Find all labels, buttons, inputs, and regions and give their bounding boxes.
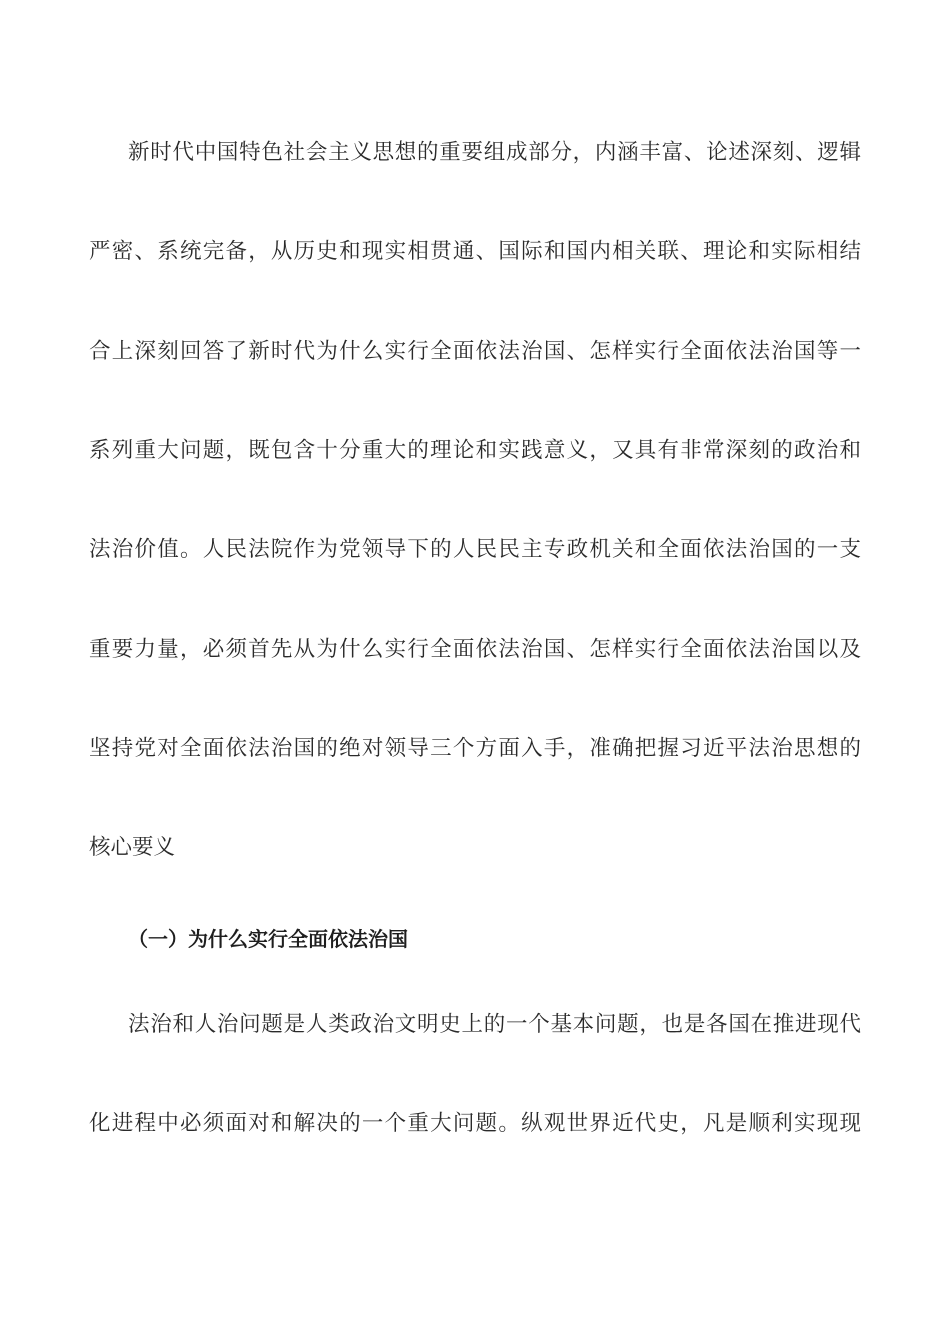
paragraph-1-line-1: 新时代中国特色社会主义思想的重要组成部分，内涵丰富、论述深刻、逻辑	[128, 140, 861, 165]
paragraph-1-line-8: 核心要义	[89, 835, 176, 860]
paragraph-2-line-2: 化进程中必须面对和解决的一个重大问题。纵观世界近代史，凡是顺利实现现	[89, 1111, 861, 1136]
paragraph-2-line-1: 法治和人治问题是人类政治文明史上的一个基本问题，也是各国在推进现代	[128, 1012, 861, 1037]
paragraph-1-line-2: 严密、系统完备，从历史和现实相贯通、国际和国内相关联、理论和实际相结	[89, 239, 861, 264]
paragraph-1-line-7: 坚持党对全面依法治国的绝对领导三个方面入手，准确把握习近平法治思想的	[89, 736, 861, 761]
paragraph-1-line-5: 法治价值。人民法院作为党领导下的人民民主专政机关和全面依法治国的一支	[89, 537, 861, 562]
paragraph-1-line-6: 重要力量，必须首先从为什么实行全面依法治国、怎样实行全面依法治国以及	[89, 637, 861, 662]
paragraph-1-line-3: 合上深刻回答了新时代为什么实行全面依法治国、怎样实行全面依法治国等一	[89, 339, 861, 364]
paragraph-1-line-4: 系列重大问题，既包含十分重大的理论和实践意义，又具有非常深刻的政治和	[89, 438, 861, 463]
section-heading: （一）为什么实行全面依法治国	[128, 927, 408, 951]
